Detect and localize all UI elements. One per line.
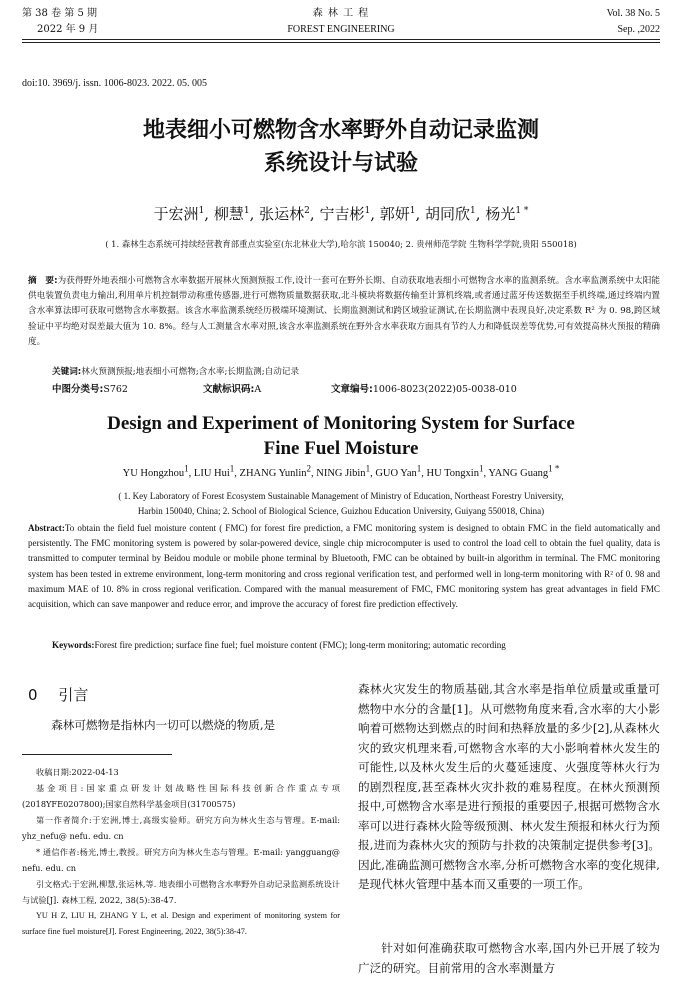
abstract-en: [28, 521, 660, 612]
section-title: 引言: [58, 686, 89, 704]
journal-name-en: FOREST ENGINEERING: [287, 24, 395, 35]
author-sup: 1: [229, 463, 235, 474]
doi: doi:10. 3969/j. issn. 1006-8023. 2022. 05. 005: [22, 78, 208, 89]
author-en: GUO Yan: [375, 468, 417, 479]
citation-cn: 引文格式:于宏洲,柳慧,张运林,等. 地表细小可燃物含水率野外自动记录监测系统设计与试验[J]. 森林工程, 2022, 38(5):38-47.: [22, 879, 340, 905]
art-value: 1006-8023(2022)05-0038-010: [372, 384, 517, 395]
volume-issue-en: Vol. 38 No. 5: [606, 8, 660, 19]
abstract-cn-text: 为获得野外地表细小可燃物含水率数据开展林火预测预报工作,设计一套可在野外长期、自动获取地表细小可燃物含水率的监测系统。含水率监测系统中太阳能供电装置负责电力输出,利用单片机控制带动称重传感器,进行可燃物质量数据获取,北斗模块将数据传输至计算机终端,或者通过蓝牙传送数据至手机终端,通过终端内置含水率算法即可获取可燃物含水率数据。该含水率监测系统经历极端环境测试、长期监测测试和跨区域验证测试,在长期监测中表现良好,决定系数 R² 为 0. 98,跨区域验证中平均绝对误差最大值为 10. 8%。经与人工测量含水率对照,该含水率监测系统在野外含水率获取方面具有节约人力和降低误差等优势,可有效提高林火预报的精确度。: [28, 276, 660, 347]
title-en-line2: Fine Fuel Moisture: [263, 438, 419, 459]
keywords-en-text: Forest fire prediction; surface fine fuel; fuel moisture content (FMC); long-term monitoring; automatic recording: [94, 640, 506, 650]
volume-issue: 第 38 卷 第 5 期: [22, 8, 97, 19]
keywords-cn: [52, 365, 660, 380]
journal-name-cn: 森 林 工 程: [312, 8, 370, 19]
header-rule: [22, 39, 660, 40]
affiliation-cn: ( 1. 森林生态系统可持续经营教育部重点实验室(东北林业大学),哈尔滨 150040; 2. 贵州师范学院 生物科学学院,贵阳 550018): [105, 239, 577, 249]
author-sup: 1: [470, 206, 476, 216]
doc-label: 文献标识码:: [203, 384, 255, 395]
citation-en: YU H Z, LIU H, ZHANG Y L, et al. Design and experiment of monitoring system for surface fine fuel moisture[J]. Forest Engineering, 2022, 38(5):38-47.: [22, 911, 340, 936]
publication-date-en: Sep. ,2022: [617, 24, 660, 35]
title-cn-line2: 系统设计与试验: [263, 151, 418, 176]
footnote-rule: [22, 754, 172, 755]
article-number: [331, 381, 517, 395]
header-rule-2: [22, 42, 660, 43]
abstract-cn: [28, 274, 660, 350]
keywords-en-label: Keywords:: [52, 640, 95, 650]
author-cn: 宁吉彬: [319, 205, 365, 223]
author-sup: 2: [304, 206, 310, 216]
author-sup: 1: [409, 206, 416, 216]
author-sup: 1 *: [515, 206, 529, 216]
abstract-cn-label: 摘 要:: [28, 276, 58, 286]
intro-right-paragraph-2: 针对如何准确获取可燃物含水率,国内外已开展了较为广泛的研究。目前常用的含水率测量方: [358, 941, 660, 975]
abstract-en-label: Abstract:: [28, 523, 65, 533]
section-heading: [28, 684, 88, 705]
keywords-cn-text: 林火预测预报;地表细小可燃物;含水率;长期监测;自动记录: [81, 367, 300, 377]
first-author-note: 第一作者简介:于宏洲,博士,高级实验师。研究方向为林火生态与管理。E-mail: yhz_nefu@ nefu. edu. cn: [22, 815, 340, 841]
author-sup: 1: [478, 463, 484, 474]
author-en: HU Tongxin: [426, 468, 479, 479]
authors-en: YU Hongzhou1, LIU Hui1, ZHANG Yunlin2, NING Jibin1, GUO Yan1, HU Tongxin1, YANG Guang1 *: [122, 463, 560, 479]
author-en: NING Jibin: [316, 468, 366, 479]
author-cn: 胡同欣: [425, 205, 471, 223]
author-cn: 杨光: [485, 205, 516, 223]
author-cn: 于宏洲: [153, 205, 199, 223]
document-code: [203, 381, 261, 395]
clc-number: [52, 381, 128, 395]
title-en-line1: Design and Experiment of Monitoring System for Surface: [107, 413, 575, 434]
author-en: YANG Guang: [488, 468, 549, 479]
author-sup: 1: [364, 206, 371, 216]
section-number: 0: [28, 686, 38, 704]
title-cn-line1: 地表细小可燃物含水率野外自动记录监测: [142, 118, 539, 143]
authors-cn: 于宏洲$^1$, 柳慧$^1$, 张运林$^2$, 宁吉彬$^1$, 郭妍$^1$, 胡同欣$^1$, 杨光$^{1 *}$: [153, 205, 529, 223]
corresponding-author-note: * 通信作者:杨光,博士,教授。研究方向为林火生态与管理。E-mail: yangguang@ nefu. edu. cn: [22, 847, 340, 873]
author-sup: 1: [198, 206, 205, 216]
affiliation-en: [0, 489, 682, 519]
received-date: 收稿日期:2022-04-13: [36, 767, 119, 777]
author-en: YU Hongzhou: [122, 468, 185, 479]
author-cn: 柳慧: [213, 205, 244, 223]
art-label: 文章编号:: [331, 384, 373, 395]
author-sup: 1: [416, 463, 422, 474]
clc-value: S762: [103, 384, 128, 395]
publication-date: 2022 年 9 月: [37, 24, 99, 35]
abstract-en-text: To obtain the field fuel moisture content ( FMC) for forest fire prediction, a FMC monitoring system is designed to obtain FMC in the field automatically and persistently. The FMC monitoring system is powered by solar-powered device, single chip microcomputer is used to control the load cell to obtain the fuel quality, data is transmitted to computer terminal by Beidou module or mobile phone terminal by Bluetooth, FMC can be obtained by built-in algorithm in terminal. The FMC monitoring system has been tested in extreme environment, long-term monitoring and cross regional verification test, and performed well in long-term monitoring with R² of 0. 98 and maximum MAE of 10. 8% in cross regional verification. Compared with the manual measurement of FMC, FMC monitoring system has great advantages in field FMC acquisition, which can save manpower and reduce error, and improve the accuracy of forest fire prediction effectively.: [28, 523, 660, 610]
affiliation-en-line1: ( 1. Key Laboratory of Forest Ecosystem Sustainable Management of Ministry of Education, Northeast Forestry University,: [118, 491, 564, 501]
fund-note: 基金项目:国家重点研发计划战略性国际科技创新合作重点专项(2018YFE0207800);国家自然科学基金项目(31700575): [22, 783, 340, 809]
affiliation-en-line2: Harbin 150040, China; 2. School of Biological Science, Guizhou Education University, Guiyang 550018, China): [137, 506, 545, 516]
author-en: ZHANG Yunlin: [239, 468, 307, 479]
author-sup: 1: [184, 463, 189, 474]
author-sup: 1: [243, 206, 250, 216]
author-sup: 1: [365, 463, 371, 474]
keywords-cn-label: 关键词:: [52, 367, 82, 377]
footnote-block: [22, 764, 340, 940]
author-en: LIU Hui: [193, 468, 230, 479]
intro-right-paragraph-1: 森林火灾发生的物质基础,其含水率是指单位质量或重量可燃物中水分的含量[1]。从可燃物角度来看,含水率的大小影响着可燃物达到燃点的时间和热释放量的多少[2],从森林火灾的致灾机理来看,可燃物含水率的大小影响着林火发生的可能性,以及林火发生后的火蔓延速度、火强度等林火行为的剧烈程度,甚至森林火灾扑救的难易程度。在林火预测预报中,可燃物含水率是进行预报的重要因子,根据可燃物含水率可以进行森林火险等级预测、林火发生预报和林火行为预报,进而为森林火灾的预防与扑救的决策制定提供参考[3]。因此,准确监测可燃物含水率,分析可燃物含水率的变化规律,是现代林火管理中基本而又重要的一项工作。: [358, 682, 660, 891]
author-sup: 1 *: [548, 463, 560, 474]
doc-value: A: [254, 384, 262, 395]
author-sup: 2: [306, 463, 312, 474]
author-cn: 张运林: [259, 205, 305, 223]
clc-label: 中图分类号:: [52, 384, 104, 395]
keywords-en: [52, 640, 506, 650]
intro-left-paragraph: 森林可燃物是指林内一切可以燃烧的物质,是: [51, 718, 276, 732]
author-cn: 郭妍: [379, 205, 410, 223]
